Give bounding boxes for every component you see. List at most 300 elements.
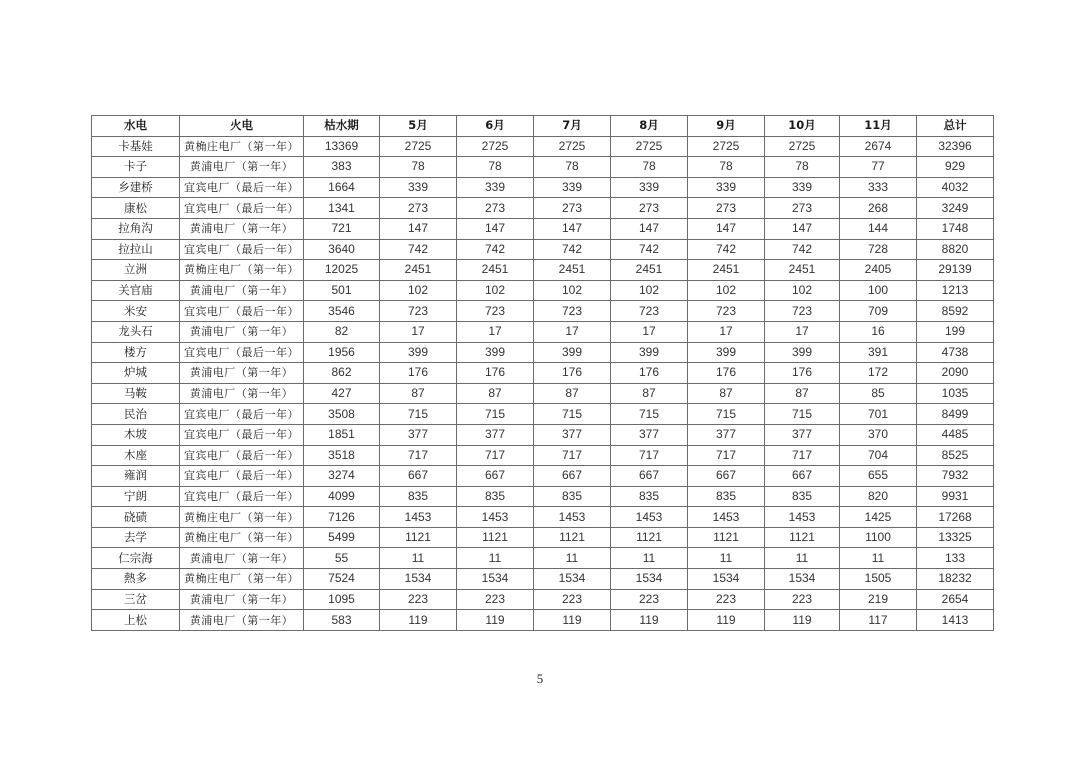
column-header: 6月 [457, 116, 534, 137]
thermal-plant-cell: 黄桷庄电厂（第一年） [180, 507, 304, 528]
value-cell: 55 [304, 548, 380, 569]
value-cell: 667 [534, 466, 611, 487]
value-cell: 717 [534, 445, 611, 466]
value-cell: 144 [840, 218, 917, 239]
value-cell: 87 [534, 383, 611, 404]
value-cell: 119 [688, 610, 765, 631]
value-cell: 1453 [611, 507, 688, 528]
table-row [92, 507, 994, 528]
value-cell: 11 [380, 548, 457, 569]
table-row [92, 218, 994, 239]
value-cell: 8592 [917, 301, 994, 322]
value-cell: 1453 [534, 507, 611, 528]
value-cell: 1453 [457, 507, 534, 528]
value-cell: 1453 [380, 507, 457, 528]
value-cell: 1534 [380, 569, 457, 590]
column-header: 水电 [92, 116, 180, 137]
thermal-plant-cell: 黄浦电厂（第一年） [180, 548, 304, 569]
thermal-plant-cell: 宜宾电厂（最后一年） [180, 239, 304, 260]
value-cell: 11 [688, 548, 765, 569]
table-row [92, 157, 994, 178]
value-cell: 1413 [917, 610, 994, 631]
value-cell: 147 [765, 218, 840, 239]
thermal-plant-cell: 黄浦电厂（第一年） [180, 383, 304, 404]
value-cell: 77 [840, 157, 917, 178]
value-cell: 7126 [304, 507, 380, 528]
value-cell: 1453 [688, 507, 765, 528]
value-cell: 667 [611, 466, 688, 487]
value-cell: 2725 [380, 136, 457, 157]
hydro-station-cell: 立洲 [92, 260, 180, 281]
hydro-station-cell: 雍润 [92, 466, 180, 487]
thermal-plant-cell: 宜宾电厂（最后一年） [180, 342, 304, 363]
value-cell: 339 [457, 177, 534, 198]
value-cell: 333 [840, 177, 917, 198]
table-row [92, 198, 994, 219]
value-cell: 1453 [765, 507, 840, 528]
allocation-table [91, 115, 994, 631]
hydro-station-cell: 仁宗海 [92, 548, 180, 569]
value-cell: 223 [380, 589, 457, 610]
value-cell: 2405 [840, 260, 917, 281]
value-cell: 377 [611, 424, 688, 445]
value-cell: 13325 [917, 527, 994, 548]
value-cell: 8820 [917, 239, 994, 260]
column-header: 9月 [688, 116, 765, 137]
value-cell: 11 [611, 548, 688, 569]
value-cell: 147 [611, 218, 688, 239]
table-row [92, 301, 994, 322]
column-header: 总计 [917, 116, 994, 137]
value-cell: 13369 [304, 136, 380, 157]
thermal-plant-cell: 黄浦电厂（第一年） [180, 218, 304, 239]
value-cell: 399 [611, 342, 688, 363]
value-cell: 820 [840, 486, 917, 507]
value-cell: 742 [611, 239, 688, 260]
value-cell: 1534 [611, 569, 688, 590]
value-cell: 1035 [917, 383, 994, 404]
value-cell: 4738 [917, 342, 994, 363]
value-cell: 742 [765, 239, 840, 260]
hydro-station-cell: 木座 [92, 445, 180, 466]
value-cell: 4099 [304, 486, 380, 507]
hydro-station-cell: 米安 [92, 301, 180, 322]
value-cell: 119 [534, 610, 611, 631]
table-row [92, 363, 994, 384]
value-cell: 119 [611, 610, 688, 631]
table-row [92, 466, 994, 487]
value-cell: 742 [457, 239, 534, 260]
hydro-station-cell: 宁朗 [92, 486, 180, 507]
value-cell: 176 [688, 363, 765, 384]
hydro-station-cell: 卡子 [92, 157, 180, 178]
value-cell: 399 [688, 342, 765, 363]
value-cell: 835 [765, 486, 840, 507]
thermal-plant-cell: 宜宾电厂（最后一年） [180, 445, 304, 466]
table-row [92, 239, 994, 260]
value-cell: 742 [688, 239, 765, 260]
table-header [92, 116, 994, 137]
value-cell: 11 [840, 548, 917, 569]
value-cell: 723 [611, 301, 688, 322]
hydro-station-cell: 楼方 [92, 342, 180, 363]
value-cell: 370 [840, 424, 917, 445]
value-cell: 82 [304, 321, 380, 342]
value-cell: 383 [304, 157, 380, 178]
value-cell: 12025 [304, 260, 380, 281]
value-cell: 715 [688, 404, 765, 425]
value-cell: 87 [765, 383, 840, 404]
column-header: 8月 [611, 116, 688, 137]
column-header: 7月 [534, 116, 611, 137]
value-cell: 1121 [765, 527, 840, 548]
value-cell: 929 [917, 157, 994, 178]
table-row [92, 527, 994, 548]
value-cell: 717 [457, 445, 534, 466]
value-cell: 17 [611, 321, 688, 342]
value-cell: 176 [457, 363, 534, 384]
value-cell: 1534 [534, 569, 611, 590]
table-row [92, 445, 994, 466]
value-cell: 4032 [917, 177, 994, 198]
table-body [92, 136, 994, 630]
value-cell: 2451 [765, 260, 840, 281]
value-cell: 273 [380, 198, 457, 219]
hydro-station-cell: 康松 [92, 198, 180, 219]
value-cell: 723 [457, 301, 534, 322]
value-cell: 377 [457, 424, 534, 445]
thermal-plant-cell: 宜宾电厂（最后一年） [180, 404, 304, 425]
value-cell: 339 [534, 177, 611, 198]
value-cell: 147 [380, 218, 457, 239]
table-row [92, 424, 994, 445]
value-cell: 199 [917, 321, 994, 342]
value-cell: 102 [611, 280, 688, 301]
value-cell: 667 [380, 466, 457, 487]
value-cell: 11 [765, 548, 840, 569]
value-cell: 117 [840, 610, 917, 631]
value-cell: 78 [765, 157, 840, 178]
value-cell: 835 [534, 486, 611, 507]
column-header: 枯水期 [304, 116, 380, 137]
value-cell: 1100 [840, 527, 917, 548]
table-row [92, 260, 994, 281]
value-cell: 2451 [457, 260, 534, 281]
value-cell: 1664 [304, 177, 380, 198]
hydro-station-cell: 硗碛 [92, 507, 180, 528]
value-cell: 32396 [917, 136, 994, 157]
hydro-station-cell: 炉城 [92, 363, 180, 384]
table-row [92, 136, 994, 157]
value-cell: 723 [534, 301, 611, 322]
table-row [92, 280, 994, 301]
value-cell: 17 [534, 321, 611, 342]
value-cell: 835 [688, 486, 765, 507]
value-cell: 1121 [457, 527, 534, 548]
value-cell: 723 [380, 301, 457, 322]
value-cell: 399 [765, 342, 840, 363]
hydro-station-cell: 三岔 [92, 589, 180, 610]
value-cell: 3508 [304, 404, 380, 425]
value-cell: 704 [840, 445, 917, 466]
value-cell: 17 [688, 321, 765, 342]
value-cell: 1121 [534, 527, 611, 548]
hydro-station-cell: 龙头石 [92, 321, 180, 342]
value-cell: 78 [688, 157, 765, 178]
value-cell: 223 [534, 589, 611, 610]
value-cell: 723 [765, 301, 840, 322]
thermal-plant-cell: 黄浦电厂（第一年） [180, 157, 304, 178]
value-cell: 715 [380, 404, 457, 425]
value-cell: 2725 [534, 136, 611, 157]
value-cell: 399 [457, 342, 534, 363]
value-cell: 742 [534, 239, 611, 260]
value-cell: 16 [840, 321, 917, 342]
thermal-plant-cell: 黄浦电厂（第一年） [180, 280, 304, 301]
value-cell: 2725 [765, 136, 840, 157]
value-cell: 102 [457, 280, 534, 301]
value-cell: 501 [304, 280, 380, 301]
value-cell: 87 [457, 383, 534, 404]
value-cell: 377 [688, 424, 765, 445]
value-cell: 273 [457, 198, 534, 219]
value-cell: 667 [765, 466, 840, 487]
hydro-station-cell: 去学 [92, 527, 180, 548]
value-cell: 862 [304, 363, 380, 384]
value-cell: 273 [765, 198, 840, 219]
table-row [92, 383, 994, 404]
value-cell: 377 [765, 424, 840, 445]
value-cell: 717 [611, 445, 688, 466]
value-cell: 172 [840, 363, 917, 384]
hydro-station-cell: 民治 [92, 404, 180, 425]
value-cell: 1121 [611, 527, 688, 548]
value-cell: 273 [611, 198, 688, 219]
value-cell: 339 [688, 177, 765, 198]
value-cell: 391 [840, 342, 917, 363]
thermal-plant-cell: 宜宾电厂（最后一年） [180, 466, 304, 487]
value-cell: 742 [380, 239, 457, 260]
hydro-station-cell: 熱多 [92, 569, 180, 590]
value-cell: 2725 [688, 136, 765, 157]
thermal-plant-cell: 黄桷庄电厂（第一年） [180, 260, 304, 281]
value-cell: 2674 [840, 136, 917, 157]
thermal-plant-cell: 宜宾电厂（最后一年） [180, 198, 304, 219]
value-cell: 78 [534, 157, 611, 178]
value-cell: 1425 [840, 507, 917, 528]
thermal-plant-cell: 黄桷庄电厂（第一年） [180, 527, 304, 548]
value-cell: 3546 [304, 301, 380, 322]
value-cell: 715 [765, 404, 840, 425]
value-cell: 87 [611, 383, 688, 404]
value-cell: 268 [840, 198, 917, 219]
value-cell: 223 [457, 589, 534, 610]
value-cell: 87 [380, 383, 457, 404]
value-cell: 2725 [457, 136, 534, 157]
column-header: 10月 [765, 116, 840, 137]
value-cell: 728 [840, 239, 917, 260]
value-cell: 339 [380, 177, 457, 198]
value-cell: 399 [534, 342, 611, 363]
value-cell: 223 [765, 589, 840, 610]
value-cell: 147 [457, 218, 534, 239]
table-row [92, 321, 994, 342]
value-cell: 1213 [917, 280, 994, 301]
hydro-station-cell: 马鞍 [92, 383, 180, 404]
value-cell: 2451 [688, 260, 765, 281]
value-cell: 1121 [688, 527, 765, 548]
value-cell: 835 [457, 486, 534, 507]
table-row [92, 342, 994, 363]
value-cell: 715 [611, 404, 688, 425]
value-cell: 1851 [304, 424, 380, 445]
table-row [92, 486, 994, 507]
value-cell: 1534 [688, 569, 765, 590]
value-cell: 8499 [917, 404, 994, 425]
page-number: 5 [536, 671, 544, 686]
value-cell: 7932 [917, 466, 994, 487]
value-cell: 2451 [611, 260, 688, 281]
value-cell: 5499 [304, 527, 380, 548]
value-cell: 11 [534, 548, 611, 569]
value-cell: 273 [534, 198, 611, 219]
thermal-plant-cell: 黄浦电厂（第一年） [180, 589, 304, 610]
value-cell: 1095 [304, 589, 380, 610]
column-header: 火电 [180, 116, 304, 137]
value-cell: 119 [380, 610, 457, 631]
column-header: 5月 [380, 116, 457, 137]
value-cell: 176 [534, 363, 611, 384]
value-cell: 709 [840, 301, 917, 322]
header-row [92, 116, 994, 137]
value-cell: 2451 [380, 260, 457, 281]
value-cell: 147 [688, 218, 765, 239]
value-cell: 1534 [765, 569, 840, 590]
value-cell: 377 [534, 424, 611, 445]
value-cell: 87 [688, 383, 765, 404]
value-cell: 29139 [917, 260, 994, 281]
value-cell: 715 [534, 404, 611, 425]
value-cell: 11 [457, 548, 534, 569]
thermal-plant-cell: 黄桷庄电厂（第一年） [180, 136, 304, 157]
value-cell: 102 [688, 280, 765, 301]
value-cell: 17 [457, 321, 534, 342]
value-cell: 667 [457, 466, 534, 487]
value-cell: 176 [765, 363, 840, 384]
hydro-station-cell: 关官庙 [92, 280, 180, 301]
value-cell: 717 [688, 445, 765, 466]
value-cell: 339 [765, 177, 840, 198]
value-cell: 17 [380, 321, 457, 342]
value-cell: 78 [380, 157, 457, 178]
table-row [92, 548, 994, 569]
value-cell: 721 [304, 218, 380, 239]
value-cell: 1121 [380, 527, 457, 548]
value-cell: 835 [380, 486, 457, 507]
thermal-plant-cell: 宜宾电厂（最后一年） [180, 177, 304, 198]
value-cell: 655 [840, 466, 917, 487]
table-row [92, 569, 994, 590]
thermal-plant-cell: 黄浦电厂（第一年） [180, 610, 304, 631]
value-cell: 2654 [917, 589, 994, 610]
hydro-station-cell: 拉角沟 [92, 218, 180, 239]
value-cell: 717 [765, 445, 840, 466]
value-cell: 8525 [917, 445, 994, 466]
value-cell: 223 [611, 589, 688, 610]
value-cell: 119 [765, 610, 840, 631]
value-cell: 17 [765, 321, 840, 342]
value-cell: 2451 [534, 260, 611, 281]
value-cell: 147 [534, 218, 611, 239]
value-cell: 701 [840, 404, 917, 425]
value-cell: 835 [611, 486, 688, 507]
thermal-plant-cell: 黄浦电厂（第一年） [180, 321, 304, 342]
value-cell: 667 [688, 466, 765, 487]
hydro-station-cell: 乡建桥 [92, 177, 180, 198]
value-cell: 715 [457, 404, 534, 425]
value-cell: 85 [840, 383, 917, 404]
value-cell: 176 [380, 363, 457, 384]
value-cell: 100 [840, 280, 917, 301]
value-cell: 339 [611, 177, 688, 198]
value-cell: 2725 [611, 136, 688, 157]
value-cell: 723 [688, 301, 765, 322]
value-cell: 7524 [304, 569, 380, 590]
thermal-plant-cell: 宜宾电厂（最后一年） [180, 301, 304, 322]
thermal-plant-cell: 黄桷庄电厂（第一年） [180, 569, 304, 590]
value-cell: 1748 [917, 218, 994, 239]
value-cell: 102 [380, 280, 457, 301]
value-cell: 583 [304, 610, 380, 631]
value-cell: 1956 [304, 342, 380, 363]
value-cell: 273 [688, 198, 765, 219]
hydro-station-cell: 卡基娃 [92, 136, 180, 157]
value-cell: 9931 [917, 486, 994, 507]
thermal-plant-cell: 宜宾电厂（最后一年） [180, 486, 304, 507]
value-cell: 223 [688, 589, 765, 610]
value-cell: 4485 [917, 424, 994, 445]
value-cell: 102 [534, 280, 611, 301]
value-cell: 3640 [304, 239, 380, 260]
value-cell: 3274 [304, 466, 380, 487]
value-cell: 78 [611, 157, 688, 178]
hydro-station-cell: 拉拉山 [92, 239, 180, 260]
value-cell: 3518 [304, 445, 380, 466]
value-cell: 377 [380, 424, 457, 445]
value-cell: 119 [457, 610, 534, 631]
value-cell: 1505 [840, 569, 917, 590]
hydro-station-cell: 上松 [92, 610, 180, 631]
column-header: 11月 [840, 116, 917, 137]
value-cell: 78 [457, 157, 534, 178]
value-cell: 1341 [304, 198, 380, 219]
value-cell: 219 [840, 589, 917, 610]
value-cell: 102 [765, 280, 840, 301]
thermal-plant-cell: 黄浦电厂（第一年） [180, 363, 304, 384]
value-cell: 427 [304, 383, 380, 404]
value-cell: 717 [380, 445, 457, 466]
thermal-plant-cell: 宜宾电厂（最后一年） [180, 424, 304, 445]
hydro-station-cell: 木坡 [92, 424, 180, 445]
value-cell: 18232 [917, 569, 994, 590]
table-row [92, 610, 994, 631]
value-cell: 133 [917, 548, 994, 569]
value-cell: 399 [380, 342, 457, 363]
table-row [92, 589, 994, 610]
table-row [92, 404, 994, 425]
value-cell: 2090 [917, 363, 994, 384]
value-cell: 176 [611, 363, 688, 384]
